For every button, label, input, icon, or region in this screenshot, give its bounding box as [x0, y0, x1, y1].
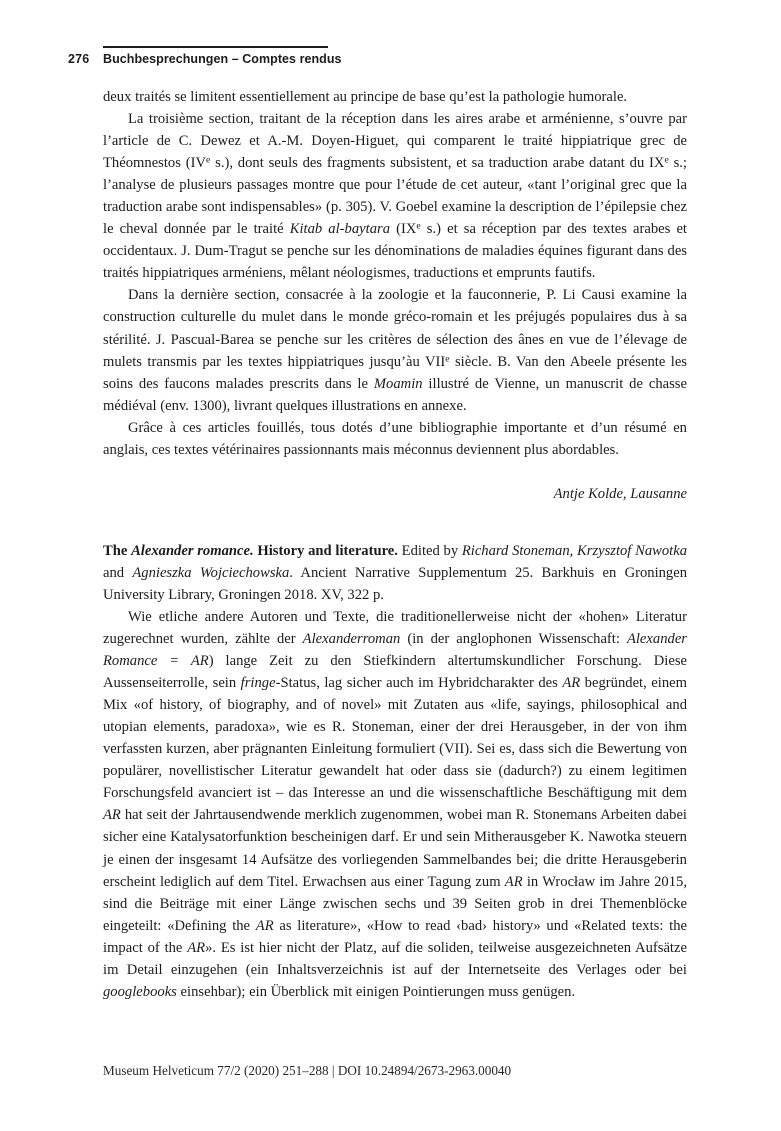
paragraph: Wie etliche andere Autoren und Texte, die traditionellerweise nicht der «hohen» Literatur zugerechnet wurden, zählte der Alexanderroman (in der anglophonen Wissenschaft: Alexander Romance = AR) lange Zeit zu den Stiefkindern altertumskundlicher Forschung. Diese Aussenseiterrolle, sein fringe-Status, lag sicher auch im Hybridcharakter des AR begründet, einem Mix «of history, of biography, and of novel» mit Zutaten aus «life, sayings, philosophical and utopian elements, paradoxa», wie es R. Stoneman, einer der drei Herausgeber, in der von ihm verfassten kurzen, aber prägnanten Einleitung formuliert (VII). Sei es, dass sich die Bewertung von populärer, novellistischer Literatur gewandelt hat oder dass sie (dadurch?) zu einem legitimen Forschungsfeld avanciert ist – das Interesse an und die wissenschaftliche Beschäftigung mit dem AR hat seit der Jahrtausendwende merklich zugenommen, wobei man R. Stonemans Arbeiten dabei sicher eine Katalysatorfunktion bescheinigen darf. Er und sein Mitherausgeber K. Nawotka steuern je einen der insgesamt 14 Aufsätze des vorliegenden Sammelbandes bei; die dritte Herausgeberin erscheint lediglich auf dem Titel. Erwachsen aus einer Tagung zum AR in Wrocław im Jahre 2015, sind die Beiträge mit einer Länge zwischen sechs und 39 Seiten grob in drei Themenblöcke eingeteilt: «Defining the AR as literature», «How to read ‹bad› history» und «Related texts: the impact of the AR». Es ist hier nicht der Platz, auf die soliden, teilweise ausgezeichneten Aufsätze im Detail einzugehen (ein Inhaltsverzeichnis ist auf der Internetseite des Verlages oder bei googlebooks einsehbar); ein Überblick mit einigen Pointierungen muss genügen. — [103, 608, 687, 1000]
review-veterinary — [103, 86, 687, 505]
spacer — [103, 461, 687, 483]
paragraph: deux traités se limitent essentiellement au principe de base qu’est la pathologie humorale. — [103, 89, 628, 105]
paragraph: Dans la dernière section, consacrée à la zoologie et la fauconnerie, P. Li Causi examine la construction culturelle du mulet dans le monde gréco-romain et les préjugés populaires dus à sa stérilité. J. Pascual-Barea se penche sur les critères de sélection des ânes en vue de l’élevage de mulets transmis par les textes hippiatriques jusqu’àu VIIe siècle. B. Van den Abeele présente les soins des faucons malades prescrits dans le Moamin illustré de Vienne, un manuscrit de chasse médiéval (env. 1300), livrant quelques illustrations en annexe. — [103, 287, 687, 414]
page-footer: Museum Helveticum 77/2 (2020) 251–288 | DOI 10.24894/2673-2963.00040 — [103, 1063, 512, 1078]
running-head-rule — [103, 46, 328, 48]
review-heading: The Alexander romance. History and literature. Edited by Richard Stoneman, Krzysztof Nawotka and Agnieszka Wojciechowska. Ancient Narrative Supplementum 25. Barkhuis en Groningen University Library, Groningen 2018. XV, 322 p. — [103, 542, 687, 603]
page-number: 276 — [68, 52, 90, 66]
section-spacer — [103, 505, 687, 540]
running-head-title: Buchbesprechungen – Comptes rendus — [103, 52, 342, 66]
paragraph: La troisième section, traitant de la réception dans les aires arabe et arménienne, s’ouvre par l’article de C. Dewez et A.-M. Doyen-Higuet, qui comparent le traité hippiatrique grec de Théomnestos (IVe s.), dont seuls des fragments subsistent, et sa traduction arabe datant du IXe s.; l’analyse de plusieurs passages montre que pour l’étude de cet auteur, «tant l’original grec que la traduction arabe sont indispensables» (p. 305). V. Goebel examine la description de l’épilepsie chez le cheval donnée par le traité Kitab al-baytara (IXe s.) et sa réception par des textes arabes et occidentaux. J. Dum-Tragut se penche sur les dénominations de maladies équines figurant dans des traités hippiatriques arméniens, mêlant néologismes, traductions et emprunts fautifs. — [103, 111, 687, 282]
review-alexander-romance — [103, 540, 687, 1003]
running-head — [68, 46, 713, 72]
text-column — [103, 86, 687, 1003]
paragraph: Grâce à ces articles fouillés, tous dotés d’une bibliographie importante et d’un résumé en anglais, ces textes vétérinaires passionnants mais méconnus deviennent plus abordables. — [103, 419, 687, 458]
review-signature: Antje Kolde, Lausanne — [553, 485, 687, 502]
